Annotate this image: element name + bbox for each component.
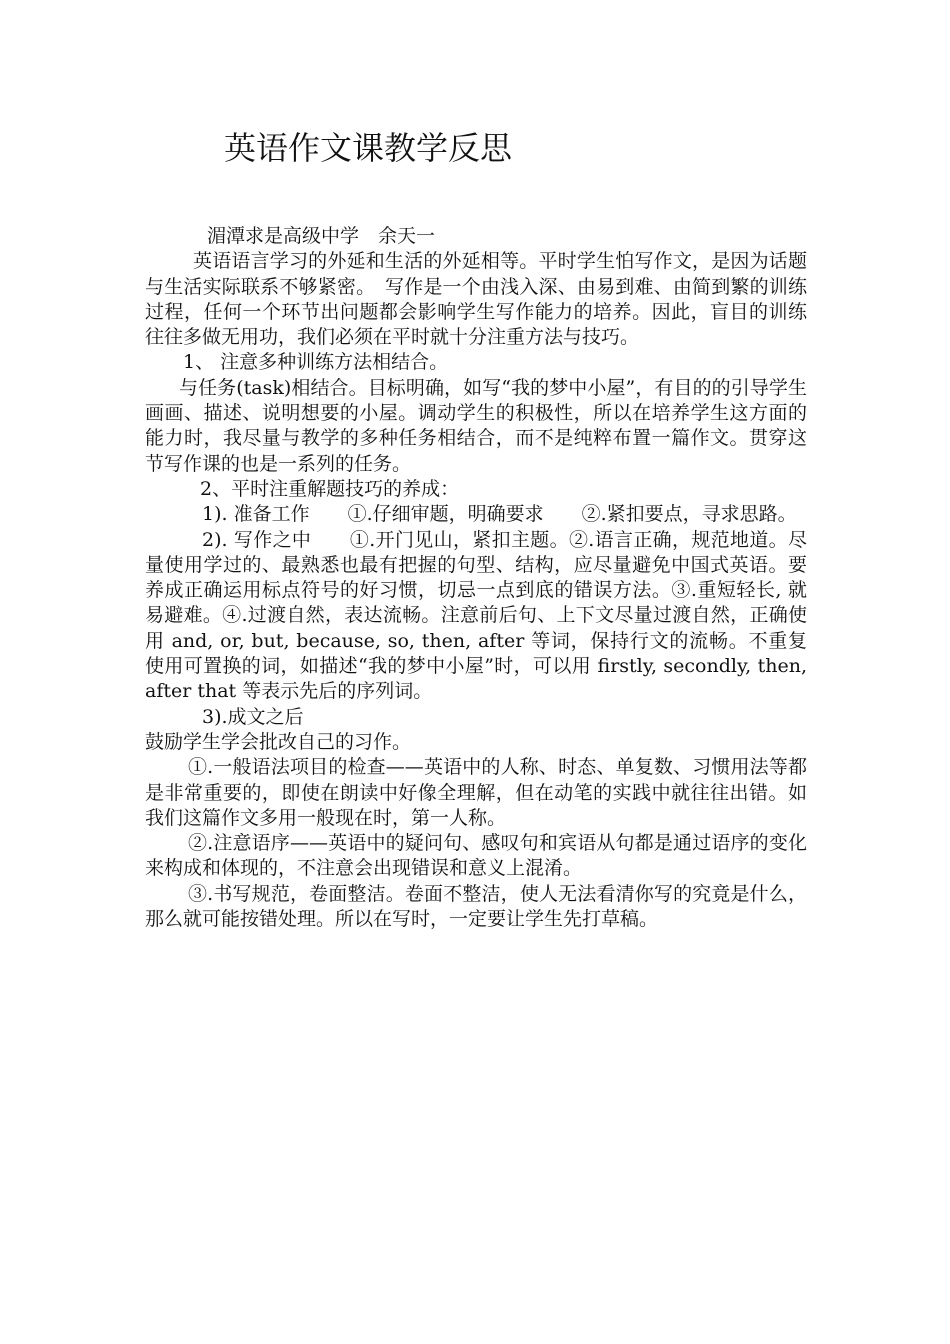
heading-method-1: 1、 注意多种训练方法相结合。: [183, 351, 449, 374]
paragraph-word-order: ②.注意语序——英语中的疑问句、感叹句和宾语从句都是通过语序的变化来构成和体现的，不注意会出现错误和意义上混淆。: [145, 832, 807, 880]
paragraph-grammar-check: ①.一般语法项目的检查——英语中的人称、时态、单复数、习惯用法等都是非常重要的，即使在朗读中好像全理解，但在动笔的实践中就往往出错。如我们这篇作文多用一般现在时，第一人称。: [145, 756, 807, 829]
document-title: 英语作文课教学反思: [224, 129, 513, 167]
paragraph-neat-writing: ③.书写规范，卷面整洁。卷面不整洁，使人无法看清你写的究竟是什么，那么就可能按错处理。所以在写时，一定要让学生先打草稿。: [145, 882, 807, 931]
document-body: [145, 224, 807, 932]
paragraph-self-correction: 鼓励学生学会批改自己的习作。: [145, 730, 412, 753]
paragraph-task: 与任务(task)相结合。目标明确，如写“我的梦中小屋”，有目的的引导学生画画、描述、说明想要的小屋。调动学生的积极性，所以在培养学生这方面的能力时，我尽量与教学的多种任务相结合，而不是纯粹布置一篇作文。贯穿这节写作课的也是一系列的任务。: [145, 376, 807, 475]
paragraph-intro: 英语语言学习的外延和生活的外延相等。平时学生怕写作文，是因为话题与生活实际联系不够紧密。 写作是一个由浅入深、由易到难、由简到繁的训练过程，任何一个环节出问题都会影响学生写作能力的培养。因此，盲目的训练往往多做无用功，我们必须在平时就十分注重方法与技巧。: [145, 250, 807, 349]
heading-method-2: 2、平时注重解题技巧的养成：: [200, 477, 460, 500]
author-line: 湄潭求是高级中学 余天一: [207, 225, 436, 247]
paragraph-writing: 2). 写作之中 ①.开门见山，紧扣主题。②.语言正确，规范地道。尽量使用学过的、最熟悉也最有把握的句型、结构，应尽量避免中国式英语。要养成正确运用标点符号的好习惯，切忌一点到底的错误方法。③.重短轻长, 就易避难。④.过渡自然，表达流畅。注意前后句、上下文尽量过渡自然，正确使用 and, or, but, because, so, then, after 等词，保持行文的流畅。不重复使用可置换的词，如描述“我的梦中小屋”时，可以用 firstly, secondly, then, after that 等表示先后的序列词。: [145, 528, 807, 703]
paragraph-preparation: 1). 准备工作 ①.仔细审题，明确要求 ②.紧扣要点，寻求思路。: [202, 503, 797, 526]
heading-after-writing: 3).成文之后: [202, 705, 304, 728]
